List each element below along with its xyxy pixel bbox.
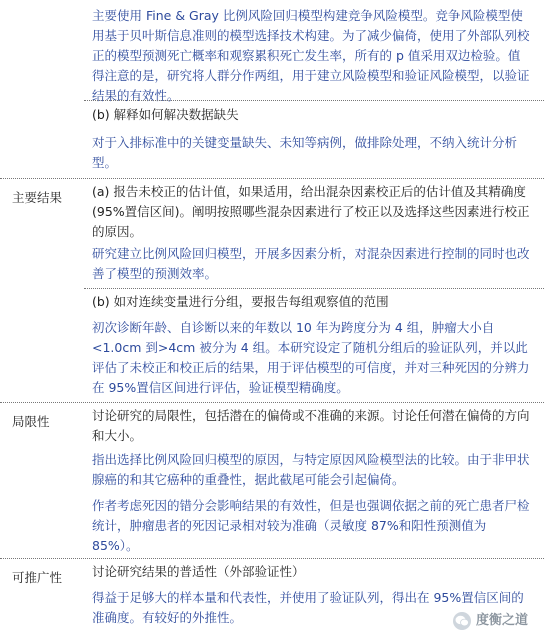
divider xyxy=(0,402,544,403)
limitations-answer-1: 指出选择比例风险回归模型的原因，与特定原因风险模型法的比较。由于非甲状腺癌的和其它癌种的重叠性，据此截尾可能会引起偏倚。 xyxy=(92,452,530,487)
divider xyxy=(0,178,544,179)
generalizability-label: 可推广性 xyxy=(12,570,63,585)
main-results-a-answer: 研究建立比例风险回归模型，开展多因素分析，对混杂因素进行控制的同时也改善了模型的预测效率。 xyxy=(92,246,530,281)
generalizability-question: 讨论研究结果的普适性（外部验证性） xyxy=(92,564,305,579)
limitations-answer-2: 作者考虑死因的错分会影响结果的有效性，但是也强调依据之前的死亡患者尸检统计，肿瘤患者的死因记录相对较为准确（灵敏度 87%和阳性预测值为85%）。 xyxy=(92,498,530,553)
limitations-label: 局限性 xyxy=(12,414,50,429)
missing-data-answer: 对于入排标准中的关键变量缺失、未知等病例，做排除处理，不纳入统计分析型。 xyxy=(92,135,518,170)
main-results-b-answer: 初次诊断年龄、自诊断以来的年数以 10 年为跨度分为 4 组，肿瘤大小自<1.0cm 到>4cm 被分为 4 组。本研究设定了随机分组后的验证队列，并以此评估了未校正和校正后的结果，用于评估模型的可信度，并对三种死因的分辨力在 95%置信区间进行评估，验证模型精确度。 xyxy=(92,320,530,395)
main-results-a-question: (a) 报告未校正的估计值，如果适用，给出混杂因素校正后的估计值及其精确度(95%置信区间)。阐明按照哪些混杂因素进行了校正以及选择这些因素进行校正的原因。 xyxy=(92,184,530,239)
generalizability-answer: 得益于足够大的样本量和代表性，并使用了验证队列，得出在 95%置信区间的准确度。有较好的外推性。 xyxy=(92,590,524,625)
main-results-b-question: (b) 如对连续变量进行分组，要报告每组观察值的范围 xyxy=(92,294,389,309)
divider xyxy=(84,100,544,101)
wechat-icon xyxy=(453,612,471,630)
limitations-question: 讨论研究的局限性，包括潜在的偏倚或不准确的来源。讨论任何潜在偏倚的方向和大小。 xyxy=(92,408,530,443)
divider xyxy=(0,558,544,559)
watermark-text: 度衡之道 xyxy=(475,613,528,628)
divider xyxy=(84,288,544,289)
main-results-label: 主要结果 xyxy=(12,190,63,205)
missing-data-question: (b) 解释如何解决数据缺失 xyxy=(92,107,239,122)
watermark xyxy=(449,610,532,632)
model-intro-text: 主要使用 Fine & Gray 比例风险回归模型构建竞争风险模型。竞争风险模型使用基于贝叶斯信息准则的模型选择技术构建。为了减少偏倚，使用了外部队列校正的模型预测死亡概率和观察累积死亡发生率，所有的 p 值采用双边检验。值得注意的是，研究将人群分作两组，用于建立风险模型和验证风险模型，以验证结果的有效性。 xyxy=(92,8,530,103)
